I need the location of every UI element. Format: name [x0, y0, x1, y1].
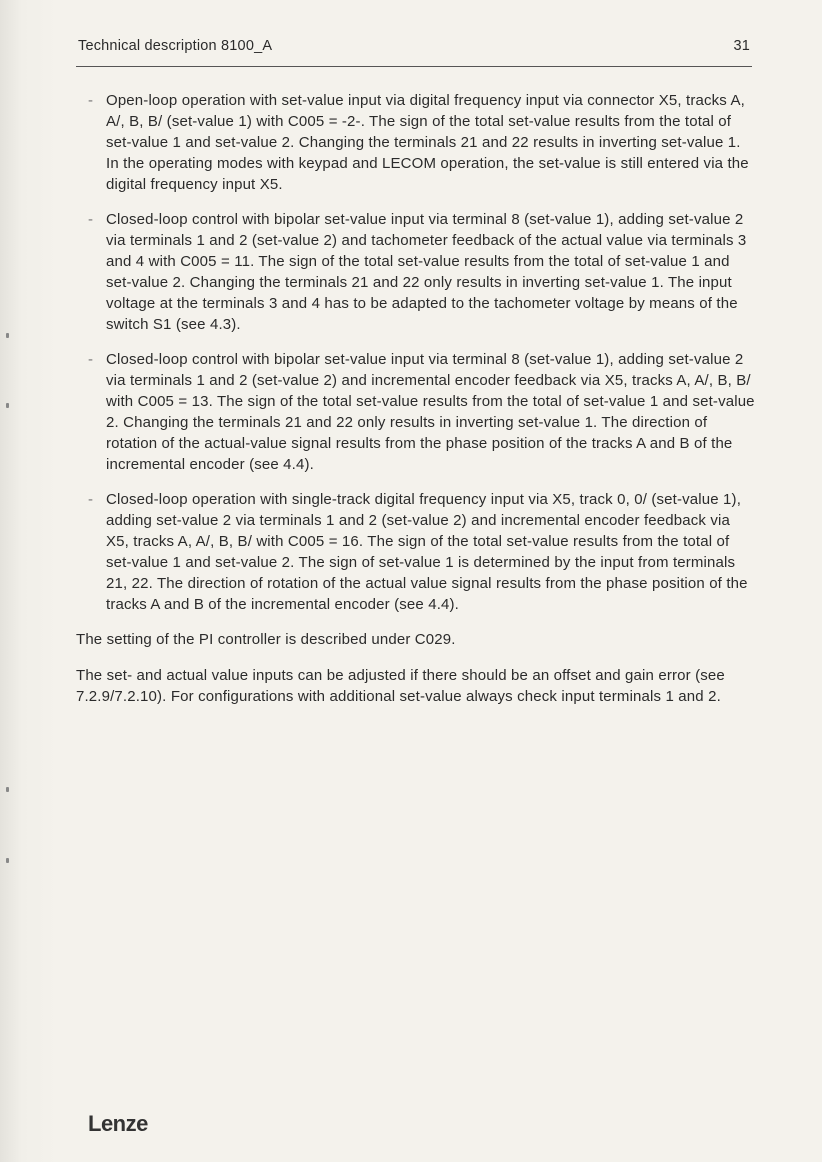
bullet-dash: -	[88, 491, 94, 508]
paragraph-offset-gain: The set- and actual value inputs can be adjusted if there should be an offset and gain error (see 7.2.9/7.2.10). For configurations with additional set-value always check input terminals 1 and 2.	[76, 667, 725, 705]
list-item-text: Closed-loop control with bipolar set-value input via terminal 8 (set-value 1), adding set-value 2 via terminals 1 and 2 (set-value 2) and tachometer feedback of the actual value via terminals 3 and 4 with C005 = 11. The sign of the total set-value results from the total of set-value 1 and set-value 2. Changing the terminals 21 and 22 only results in inverting set-value 1. The input voltage at the terminals 3 and 4 has to be adapted to the tachometer voltage by means of the switch S1 (see 4.3).	[106, 211, 747, 333]
page-number: 31	[733, 38, 750, 54]
scan-margin-mark	[6, 403, 9, 408]
bullet-dash: -	[88, 92, 94, 109]
page-header	[78, 38, 750, 60]
lenze-logo: Lenze	[88, 1111, 148, 1136]
list-item-text: Closed-loop control with bipolar set-value input via terminal 8 (set-value 1), adding set-value 2 via terminals 1 and 2 (set-value 2) and incremental encoder feedback via X5, tracks A, A/, B, B/ with C005 = 13. The sign of the total set-value results from the total of set-value 1 and set-value 2. Changing the terminals 21 and 22 only results in inverting set-value 1. The direction of rotation of the actual-value signal results from the phase position of the tracks A and B of the incremental encoder (see 4.4).	[106, 351, 755, 473]
list-item	[76, 349, 756, 475]
paragraph-pi-controller: The setting of the PI controller is described under C029.	[76, 631, 456, 648]
scan-margin-mark	[6, 858, 9, 863]
document-title: Technical description 8100_A	[78, 38, 273, 54]
header-divider	[76, 66, 752, 67]
list-item	[76, 209, 756, 335]
bullet-dash: -	[88, 211, 94, 228]
bullet-dash: -	[88, 351, 94, 368]
list-item	[76, 489, 756, 615]
list-item-text: Open-loop operation with set-value input via digital frequency input via connector X5, tracks A, A/, B, B/ (set-value 1) with C005 = -2-. The sign of the total set-value results from the total of set-value 1 and set-value 2. Changing the terminals 21 and 22 results in inverting set-value 1. In the operating modes with keypad and LECOM operation, the set-value is still entered via the digital frequency input X5.	[106, 92, 749, 193]
scan-margin-mark	[6, 787, 9, 792]
list-item-text: Closed-loop operation with single-track digital frequency input via X5, track 0, 0/ (set-value 1), adding set-value 2 via terminals 1 and 2 (set-value 2) and incremental encoder feedback via X5, tracks A, A/, B, B/ with C005 = 16. The sign of the total set-value results from the total of set-value 1 and set-value 2. The sign of set-value 1 is determined by the input from terminals 21, 22. The direction of rotation of the actual value signal results from the phase position of the tracks A and B of the incremental encoder (see 4.4).	[106, 491, 748, 613]
list-item	[76, 90, 756, 195]
page-body	[76, 90, 756, 721]
scan-margin-mark	[6, 333, 9, 338]
